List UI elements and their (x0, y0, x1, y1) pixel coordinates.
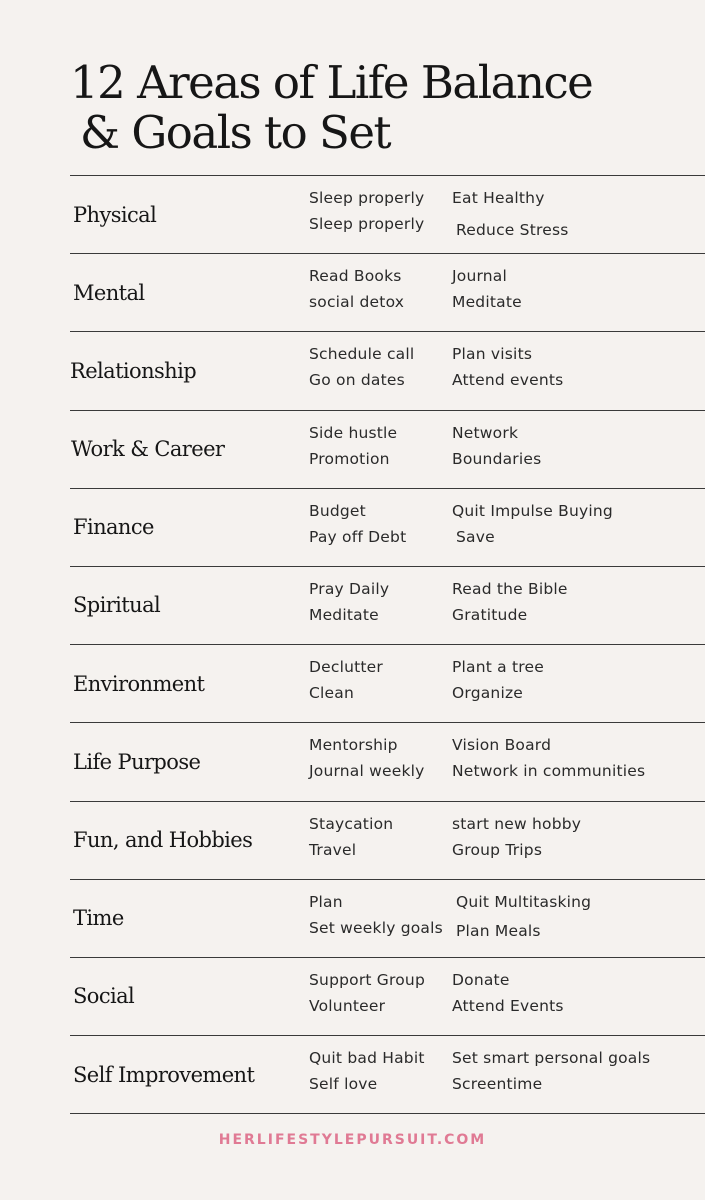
goal-item: Support Group (309, 970, 425, 989)
goal-item: Read Books (309, 267, 402, 286)
goal-item: Gratitude (452, 605, 528, 624)
table-row (70, 802, 705, 880)
goal-item: Quit bad Habit (309, 1049, 425, 1068)
goal-item: Attend events (452, 371, 564, 390)
area-name: Relationship (70, 358, 197, 383)
goal-item: Journal (452, 267, 508, 286)
goal-item: Attend Events (452, 996, 564, 1015)
table-row (70, 1036, 705, 1114)
goal-item: Organize (452, 684, 524, 703)
area-name: Time (73, 906, 124, 931)
title-line-2: & Goals to Set (80, 106, 391, 159)
area-name: Environment (73, 671, 205, 696)
goal-item: Eat Healthy (452, 189, 545, 207)
goal-item: Volunteer (309, 996, 386, 1015)
goal-item: Reduce Stress (456, 221, 569, 239)
goal-item: Budget (309, 501, 366, 520)
goal-item: Meditate (452, 293, 522, 312)
goal-item: Boundaries (452, 449, 542, 468)
title-line-1: 12 Areas of Life Balance (70, 56, 593, 109)
goal-item: Set weekly goals (309, 918, 443, 937)
goal-item: Quit Impulse Buying (452, 501, 613, 520)
goal-item: Quit Multitasking (456, 892, 592, 911)
page-title (70, 58, 690, 158)
goal-item: Clean (309, 684, 354, 703)
table-row (70, 332, 705, 410)
area-name: Social (73, 984, 135, 1009)
table-row (70, 645, 705, 723)
goal-item: Plant a tree (452, 658, 544, 677)
table-row (70, 176, 705, 254)
goal-item: Sleep properly (309, 215, 425, 233)
area-name: Mental (73, 280, 145, 305)
table-row (70, 489, 705, 567)
goal-item: Network in communities (452, 762, 646, 781)
goal-item: Network (452, 423, 519, 442)
goal-item: Sleep properly (309, 189, 425, 207)
goal-item: Journal weekly (309, 762, 425, 781)
table-row (70, 958, 705, 1036)
goal-item: Pay off Debt (309, 527, 407, 546)
goal-item: Donate (452, 970, 510, 989)
goal-item: Go on dates (309, 371, 405, 390)
goal-item: Travel (309, 840, 357, 859)
goal-item: Set smart personal goals (452, 1049, 651, 1068)
goal-item: Staycation (309, 814, 394, 833)
goal-item: Promotion (309, 449, 390, 468)
table-row (70, 880, 705, 958)
goal-item: Schedule call (309, 345, 415, 364)
table-row (70, 723, 705, 801)
goal-item: Plan visits (452, 345, 533, 364)
area-name: Self Improvement (73, 1062, 255, 1087)
table-row (70, 254, 705, 332)
goal-item: Declutter (309, 658, 383, 677)
table-row (70, 567, 705, 645)
table-row (70, 411, 705, 489)
goal-item: social detox (309, 293, 405, 312)
area-name: Life Purpose (73, 749, 201, 774)
goal-item: Plan Meals (456, 921, 541, 940)
goal-item: Screentime (452, 1075, 543, 1094)
website-footer: HERLIFESTYLEPURSUIT.COM (218, 1132, 487, 1148)
goal-item: Pray Daily (309, 579, 390, 598)
goal-item: Read the Bible (452, 579, 568, 598)
goal-item: Vision Board (452, 736, 552, 755)
goal-item: Meditate (309, 605, 379, 624)
goal-item: Side hustle (309, 423, 398, 442)
life-areas-table (70, 175, 705, 1114)
area-name: Physical (73, 202, 157, 227)
goal-item: Mentorship (309, 736, 398, 755)
goal-item: Group Trips (452, 840, 543, 859)
goal-item: Plan (309, 892, 343, 911)
area-name: Finance (73, 515, 154, 540)
goal-item: Save (456, 527, 495, 546)
goal-item: Self love (309, 1075, 378, 1094)
area-name: Spiritual (73, 593, 161, 618)
goal-item: start new hobby (452, 814, 582, 833)
area-name: Fun, and Hobbies (73, 828, 253, 852)
area-name: Work & Career (71, 437, 225, 462)
